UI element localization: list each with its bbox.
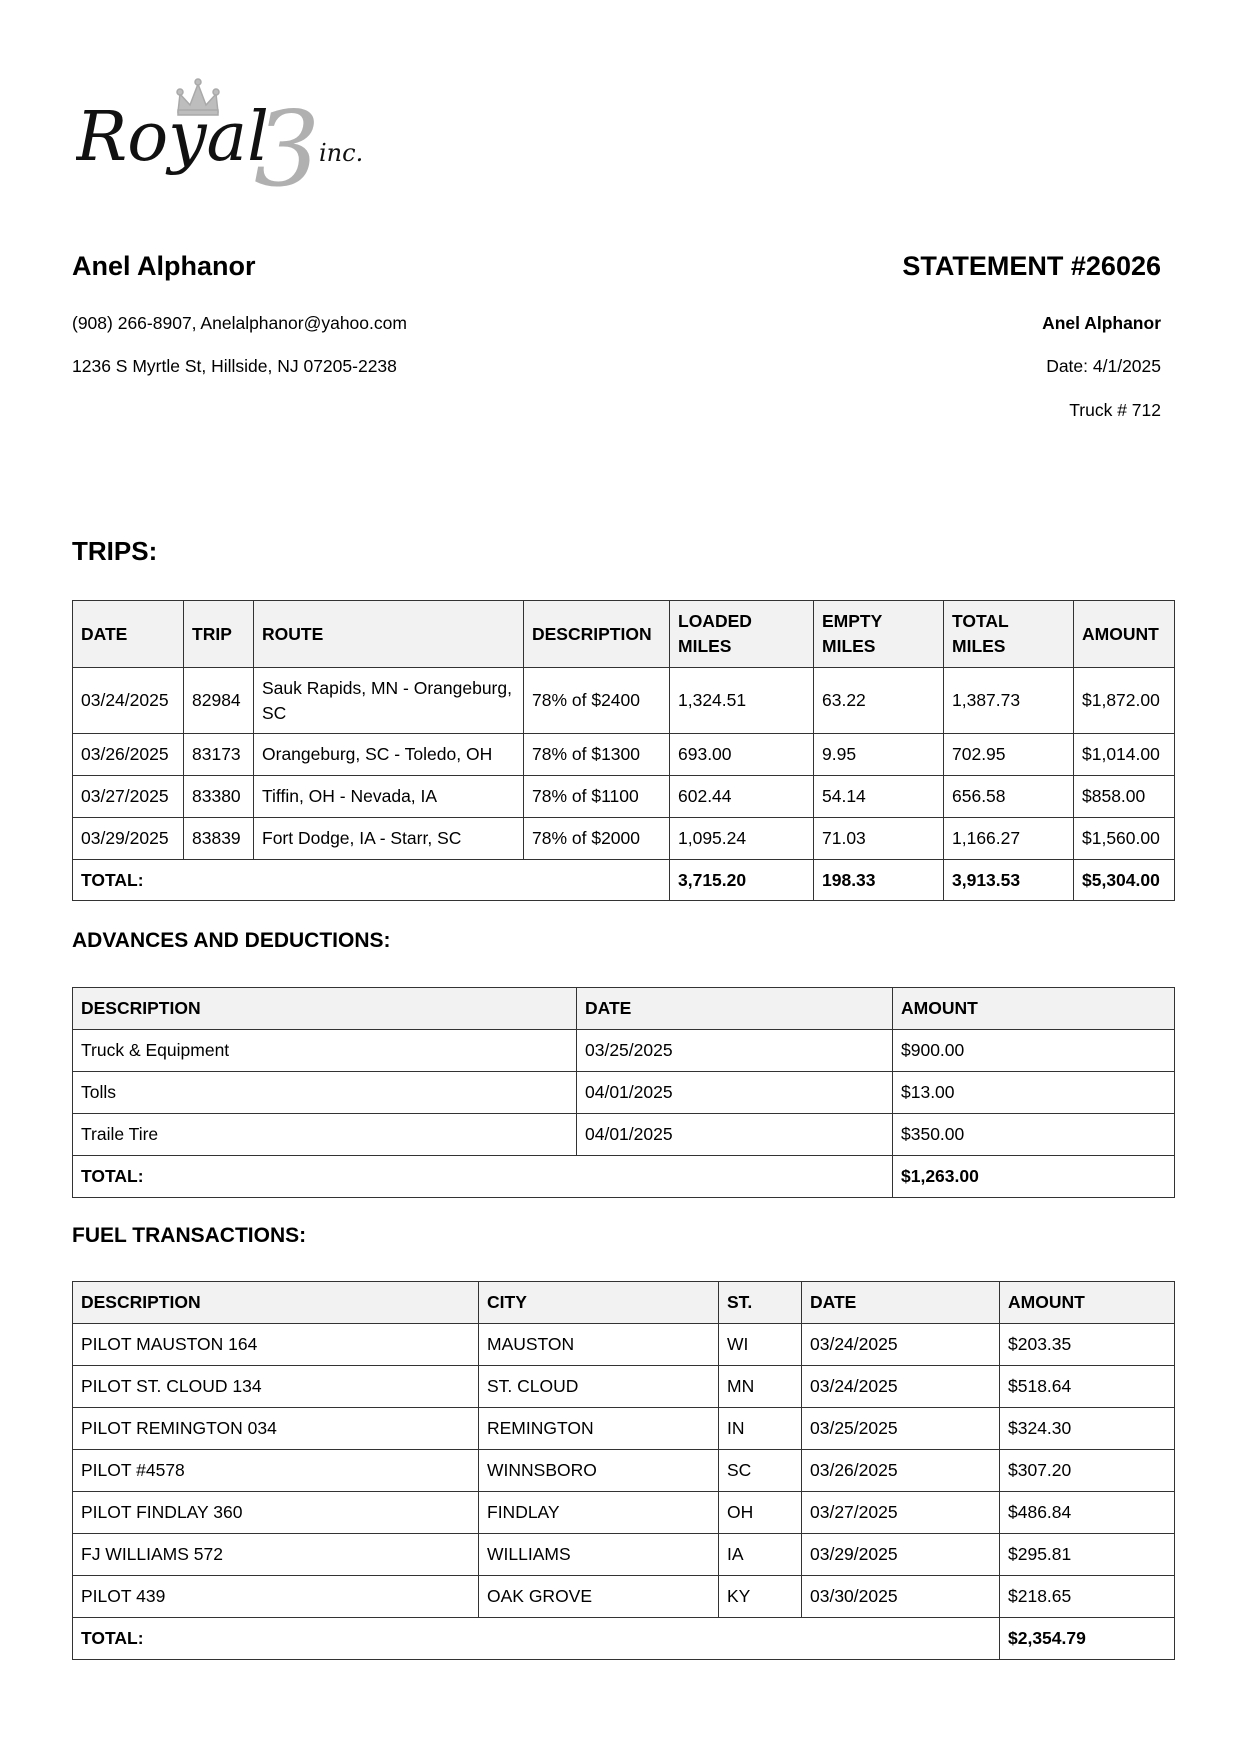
- column-header: DESCRIPTION: [73, 1282, 479, 1324]
- trip-amount: $1,872.00: [1074, 668, 1175, 734]
- trip-total-miles: 702.95: [944, 734, 1074, 776]
- advance-amount: $13.00: [893, 1072, 1175, 1114]
- table-row: [73, 734, 1175, 776]
- fuel-amount: $218.65: [1000, 1576, 1175, 1618]
- fuel-description: PILOT 439: [73, 1576, 479, 1618]
- fuel-city: MAUSTON: [479, 1324, 719, 1366]
- fuel-table: [72, 1281, 1175, 1660]
- table-row: [73, 1072, 1175, 1114]
- trip-empty-miles: 71.03: [814, 818, 944, 860]
- column-header: AMOUNT: [1000, 1282, 1175, 1324]
- truck-number: Truck # 712: [1069, 400, 1161, 420]
- column-header: DESCRIPTION: [73, 988, 577, 1030]
- table-row: [73, 1366, 1175, 1408]
- total-empty-miles: 198.33: [814, 860, 944, 901]
- advance-date: 04/01/2025: [577, 1114, 893, 1156]
- trip-description: 78% of $2400: [524, 668, 670, 734]
- fuel-description: PILOT #4578: [73, 1450, 479, 1492]
- total-label: TOTAL:: [73, 860, 670, 901]
- table-row: [73, 1114, 1175, 1156]
- trip-total-miles: 1,387.73: [944, 668, 1074, 734]
- column-header: ST.: [719, 1282, 802, 1324]
- fuel-city: WINNSBORO: [479, 1450, 719, 1492]
- trip-route: Fort Dodge, IA - Starr, SC: [254, 818, 524, 860]
- fuel-city: REMINGTON: [479, 1408, 719, 1450]
- company-logo: [76, 78, 386, 193]
- trip-description: 78% of $1100: [524, 776, 670, 818]
- table-row: [73, 1576, 1175, 1618]
- fuel-amount: $203.35: [1000, 1324, 1175, 1366]
- trip-number: 82984: [184, 668, 254, 734]
- column-header: TRIP: [184, 601, 254, 668]
- trip-empty-miles: 63.22: [814, 668, 944, 734]
- fuel-date: 03/29/2025: [802, 1534, 1000, 1576]
- fuel-city: ST. CLOUD: [479, 1366, 719, 1408]
- driver-contact: (908) 266-8907, Anelalphanor@yahoo.com: [72, 313, 407, 333]
- advance-description: Tolls: [73, 1072, 577, 1114]
- trip-amount: $1,560.00: [1074, 818, 1175, 860]
- trip-amount: $858.00: [1074, 776, 1175, 818]
- fuel-city: WILLIAMS: [479, 1534, 719, 1576]
- fuel-state: IN: [719, 1408, 802, 1450]
- trip-amount: $1,014.00: [1074, 734, 1175, 776]
- fuel-city: FINDLAY: [479, 1492, 719, 1534]
- fuel-description: FJ WILLIAMS 572: [73, 1534, 479, 1576]
- column-header: EMPTY MILES: [814, 601, 944, 668]
- logo-wordmark: Royal: [76, 98, 269, 177]
- advances-title: ADVANCES AND DEDUCTIONS:: [72, 929, 391, 952]
- fuel-description: PILOT MAUSTON 164: [73, 1324, 479, 1366]
- fuel-description: PILOT FINDLAY 360: [73, 1492, 479, 1534]
- advance-description: Traile Tire: [73, 1114, 577, 1156]
- column-header: LOADED MILES: [670, 601, 814, 668]
- table-row: [73, 1534, 1175, 1576]
- logo-suffix: inc.: [319, 139, 364, 167]
- driver-address: 1236 S Myrtle St, Hillside, NJ 07205-2238: [72, 356, 397, 376]
- fuel-amount: $307.20: [1000, 1450, 1175, 1492]
- trip-date: 03/29/2025: [73, 818, 184, 860]
- trip-description: 78% of $2000: [524, 818, 670, 860]
- table-row: [73, 818, 1175, 860]
- table-row: [73, 776, 1175, 818]
- fuel-description: PILOT REMINGTON 034: [73, 1408, 479, 1450]
- trip-route: Sauk Rapids, MN - Orangeburg, SC: [254, 668, 524, 734]
- trips-title: TRIPS:: [72, 536, 158, 566]
- column-header: AMOUNT: [893, 988, 1175, 1030]
- fuel-state: KY: [719, 1576, 802, 1618]
- table-row: [73, 668, 1175, 734]
- trip-loaded-miles: 1,095.24: [670, 818, 814, 860]
- trip-number: 83839: [184, 818, 254, 860]
- trip-empty-miles: 9.95: [814, 734, 944, 776]
- fuel-amount: $295.81: [1000, 1534, 1175, 1576]
- total-row: [73, 860, 1175, 901]
- fuel-date: 03/27/2025: [802, 1492, 1000, 1534]
- column-header: TOTAL MILES: [944, 601, 1074, 668]
- trip-empty-miles: 54.14: [814, 776, 944, 818]
- fuel-amount: $518.64: [1000, 1366, 1175, 1408]
- fuel-description: PILOT ST. CLOUD 134: [73, 1366, 479, 1408]
- fuel-state: SC: [719, 1450, 802, 1492]
- fuel-state: WI: [719, 1324, 802, 1366]
- driver-name: Anel Alphanor: [72, 251, 256, 281]
- table-row: [73, 1408, 1175, 1450]
- trip-total-miles: 656.58: [944, 776, 1074, 818]
- total-loaded-miles: 3,715.20: [670, 860, 814, 901]
- trip-description: 78% of $1300: [524, 734, 670, 776]
- fuel-city: OAK GROVE: [479, 1576, 719, 1618]
- column-header: CITY: [479, 1282, 719, 1324]
- trip-number: 83173: [184, 734, 254, 776]
- statement-title: STATEMENT #26026: [902, 251, 1161, 281]
- column-header: DESCRIPTION: [524, 601, 670, 668]
- fuel-date: 03/24/2025: [802, 1324, 1000, 1366]
- fuel-date: 03/26/2025: [802, 1450, 1000, 1492]
- fuel-date: 03/25/2025: [802, 1408, 1000, 1450]
- trip-loaded-miles: 1,324.51: [670, 668, 814, 734]
- table-row: [73, 1030, 1175, 1072]
- advance-date: 03/25/2025: [577, 1030, 893, 1072]
- total-amount: $2,354.79: [1000, 1618, 1175, 1660]
- trip-total-miles: 1,166.27: [944, 818, 1074, 860]
- table-header-row: [73, 988, 1175, 1030]
- trip-route: Tiffin, OH - Nevada, IA: [254, 776, 524, 818]
- trip-number: 83380: [184, 776, 254, 818]
- fuel-date: 03/24/2025: [802, 1366, 1000, 1408]
- column-header: DATE: [577, 988, 893, 1030]
- table-row: [73, 1450, 1175, 1492]
- advance-description: Truck & Equipment: [73, 1030, 577, 1072]
- advance-date: 04/01/2025: [577, 1072, 893, 1114]
- trip-date: 03/24/2025: [73, 668, 184, 734]
- total-row: [73, 1156, 1175, 1198]
- advance-amount: $900.00: [893, 1030, 1175, 1072]
- trip-loaded-miles: 602.44: [670, 776, 814, 818]
- advance-amount: $350.00: [893, 1114, 1175, 1156]
- table-row: [73, 1324, 1175, 1366]
- fuel-amount: $324.30: [1000, 1408, 1175, 1450]
- column-header: AMOUNT: [1074, 601, 1175, 668]
- column-header: DATE: [802, 1282, 1000, 1324]
- trip-date: 03/26/2025: [73, 734, 184, 776]
- column-header: DATE: [73, 601, 184, 668]
- trip-route: Orangeburg, SC - Toledo, OH: [254, 734, 524, 776]
- fuel-state: IA: [719, 1534, 802, 1576]
- total-row: [73, 1618, 1175, 1660]
- fuel-state: MN: [719, 1366, 802, 1408]
- statement-date: Date: 4/1/2025: [1046, 356, 1161, 376]
- trip-loaded-miles: 693.00: [670, 734, 814, 776]
- table-header-row: [73, 601, 1175, 668]
- column-header: ROUTE: [254, 601, 524, 668]
- fuel-title: FUEL TRANSACTIONS:: [72, 1224, 307, 1247]
- table-row: [73, 1492, 1175, 1534]
- advances-table: [72, 987, 1175, 1198]
- trips-table: [72, 600, 1175, 901]
- total-miles: 3,913.53: [944, 860, 1074, 901]
- total-label: TOTAL:: [73, 1156, 893, 1198]
- fuel-state: OH: [719, 1492, 802, 1534]
- fuel-date: 03/30/2025: [802, 1576, 1000, 1618]
- fuel-amount: $486.84: [1000, 1492, 1175, 1534]
- trip-date: 03/27/2025: [73, 776, 184, 818]
- statement-recipient: Anel Alphanor: [1042, 313, 1161, 333]
- total-amount: $1,263.00: [893, 1156, 1175, 1198]
- total-label: TOTAL:: [73, 1618, 1000, 1660]
- logo-numeral: 3: [254, 88, 321, 193]
- total-amount: $5,304.00: [1074, 860, 1175, 901]
- table-header-row: [73, 1282, 1175, 1324]
